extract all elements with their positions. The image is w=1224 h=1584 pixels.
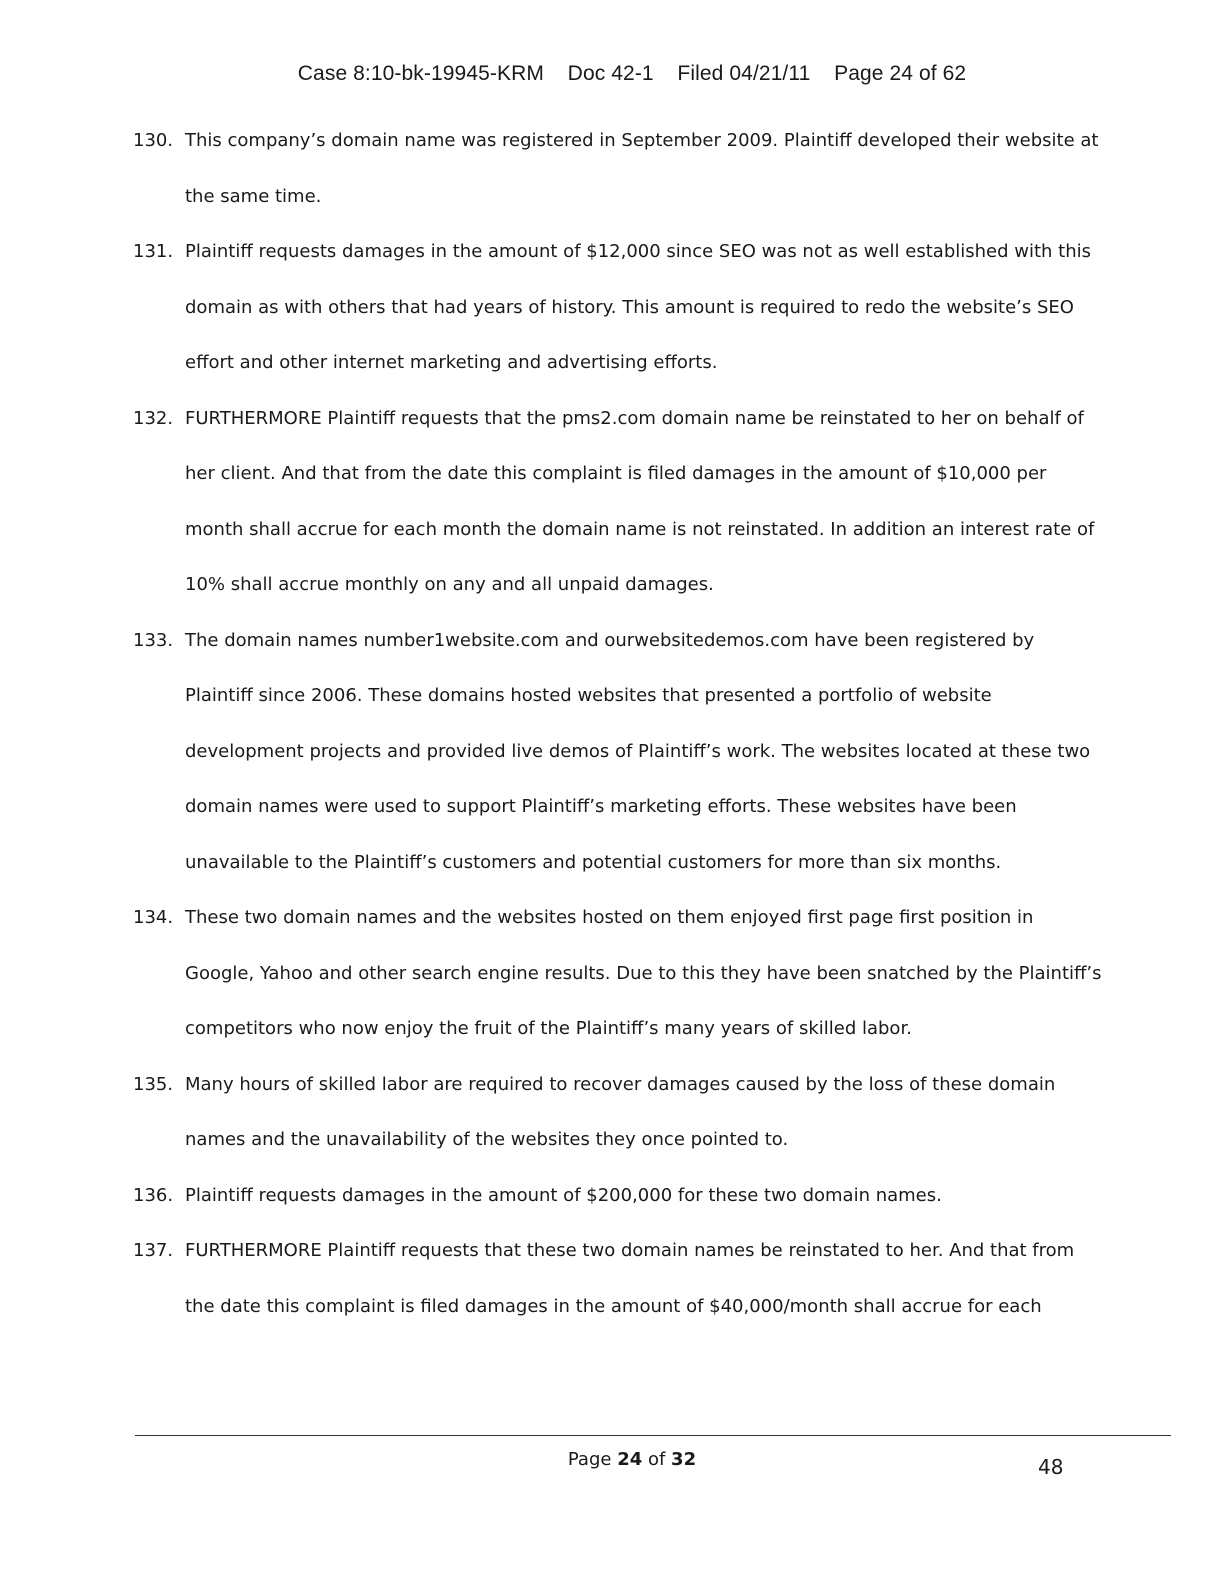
paragraph-line: effort and other internet marketing and advertising efforts. [185,352,718,373]
paragraph-line: the same time. [185,185,322,207]
paragraph-line: domain as with others that had years of history. This amount is required to redo the website’s SEO [185,296,1074,318]
paragraph-line: development projects and provided live demos of Plaintiff’s work. The websites located at these two [185,740,1091,762]
paragraph-131 [133,237,1143,404]
paragraph-number: 131. [133,241,174,262]
paragraph-line: This company’s domain name was registered in September 2009. Plaintiff developed their website at [185,130,1099,151]
paragraph-line: FURTHERMORE Plaintiff requests that the pms2.com domain name be reinstated to her on behalf of [185,407,1084,429]
paragraph-line: 10% shall accrue monthly on any and all unpaid damages. [185,574,714,595]
paragraph-number: 132. [133,407,174,429]
paragraph-line: competitors who now enjoy the fruit of the Plaintiff’s many years of skilled labor. [185,1018,912,1039]
paragraph-line: domain names were used to support Plaintiff’s marketing efforts. These websites have been [185,796,1017,817]
paragraph-line: names and the unavailability of the websites they once pointed to. [185,1129,789,1150]
numbered-paragraphs [133,126,1143,1347]
paragraph-number: 134. [133,907,174,928]
footer-page-current: 24 [617,1449,643,1470]
paragraph-line: her client. And that from the date this complaint is filed damages in the amount of $10,000 per [185,463,1047,484]
paragraph-line: Plaintiff requests damages in the amount of $200,000 for these two domain names. [185,1184,942,1206]
paragraph-130 [133,126,1143,237]
paragraph-line: Plaintiff since 2006. These domains hosted websites that presented a portfolio of website [185,685,992,706]
footer-page-total: 32 [671,1449,697,1470]
paragraph-137 [133,1236,1143,1347]
paragraph-line: Plaintiff requests damages in the amount of $12,000 since SEO was not as well established with this [185,241,1092,262]
paragraph-133 [133,626,1143,904]
paragraph-135 [133,1070,1143,1181]
paragraph-line: FURTHERMORE Plaintiff requests that these two domain names be reinstated to her. And that from [185,1240,1075,1261]
paragraph-line: Many hours of skilled labor are required to recover damages caused by the loss of these domain [185,1073,1056,1095]
paragraph-number: 137. [133,1240,174,1261]
footer-page-of: of [642,1449,672,1470]
paragraph-136 [133,1181,1143,1237]
footer-stamp-number: 48 [1038,1455,1064,1479]
paragraph-number: 130. [133,130,174,151]
footer-page-prefix: Page [567,1449,618,1470]
paragraph-line: Google, Yahoo and other search engine results. Due to this they have been snatched by the Plaintiff’s [185,962,1102,984]
paragraph-line: unavailable to the Plaintiff’s customers and potential customers for more than six months. [185,851,1002,873]
paragraph-line: the date this complaint is filed damages in the amount of $40,000/month shall accrue for each [185,1295,1042,1317]
paragraph-line: month shall accrue for each month the domain name is not reinstated. In addition an interest rate of [185,518,1095,540]
paragraph-132 [133,404,1143,626]
case-header: Case 8:10-bk-19945-KRM Doc 42-1 Filed 04/21/11 Page 24 of 62 [297,62,967,85]
paragraph-line: These two domain names and the websites hosted on them enjoyed first page first position in [185,907,1034,928]
paragraph-134 [133,903,1143,1070]
paragraph-number: 135. [133,1073,174,1095]
footer-divider [135,1435,1171,1436]
paragraph-number: 133. [133,629,174,651]
paragraph-number: 136. [133,1184,174,1206]
paragraph-line: The domain names number1website.com and ourwebsitedemos.com have been registered by [185,629,1035,651]
